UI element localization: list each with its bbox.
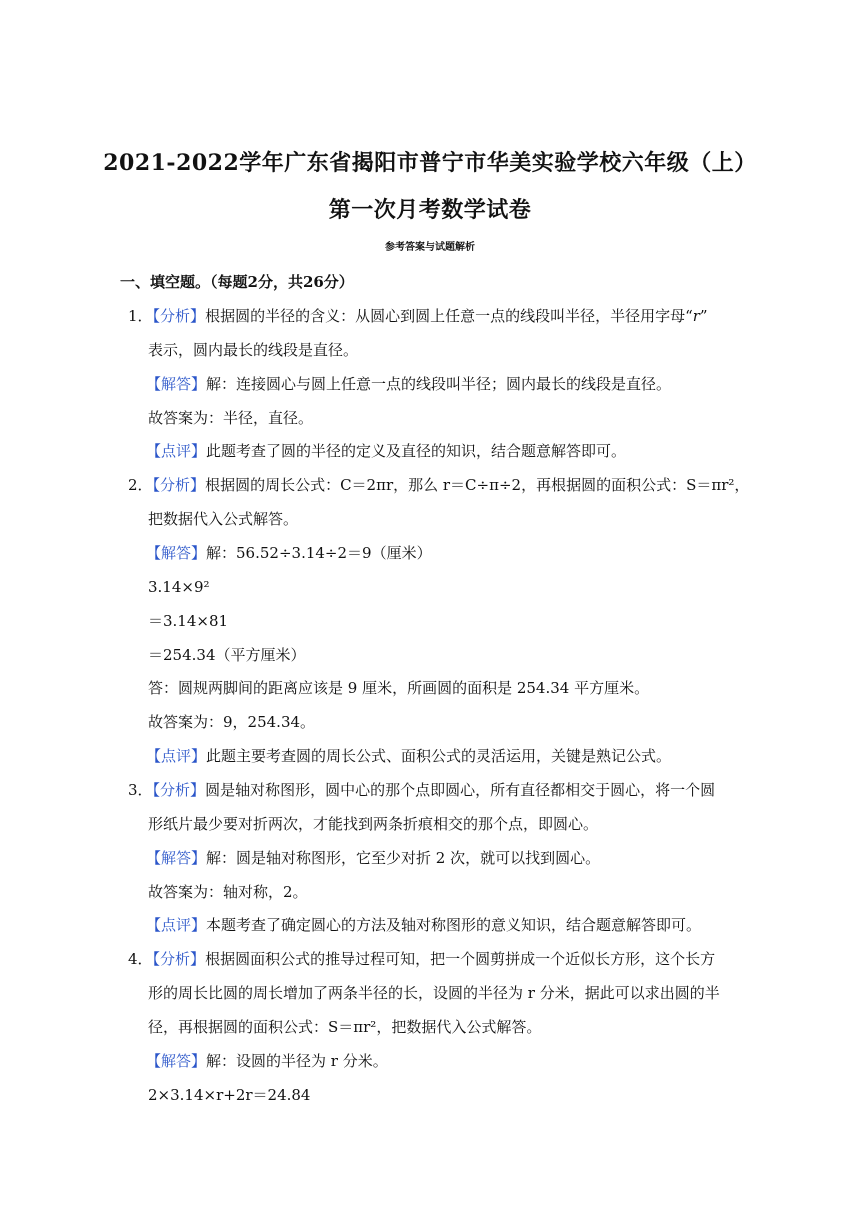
answer-label: 【解答】 — [146, 849, 207, 867]
q2-answer — [146, 543, 432, 563]
q4-answer — [146, 1051, 388, 1071]
q1-r-symbol: r — [692, 307, 700, 325]
comment-label: 【点评】 — [146, 747, 207, 765]
q3-answer-text: 解：圆是轴对称图形，它至少对折 2 次，就可以找到圆心。 — [206, 849, 601, 867]
q3-answer — [146, 848, 600, 868]
analysis-label: 【分析】 — [152, 950, 206, 968]
section-heading: 一、填空题。（每题2分，共26分） — [120, 273, 354, 291]
document-subtitle: 参考答案与试题解析 — [385, 242, 475, 253]
q3-analysis-line-2: 形纸片最少要对折两次，才能找到两条折痕相交的那个点，即圆心。 — [148, 815, 599, 833]
q4-analysis-line-2: 形的周长比圆的周长增加了两条半径的长，设圆的半径为 r 分米，据此可以求出圆的半 — [148, 984, 720, 1002]
q4-number: 4． — [128, 950, 153, 968]
q2-answer-text: 解：56.52÷3.14÷2＝9（厘米） — [206, 544, 432, 562]
analysis-label: 【分析】 — [152, 307, 206, 325]
q2-result: 故答案为：9，254.34。 — [148, 713, 316, 731]
answer-label: 【解答】 — [146, 544, 207, 562]
q1-analysis-quote: ” — [699, 307, 708, 325]
q1-result: 故答案为：半径，直径。 — [148, 409, 314, 427]
q2-reply: 答：圆规两脚间的距离应该是 9 厘米，所画圆的面积是 254.34 平方厘米。 — [148, 679, 650, 697]
document-title-line-2: 第一次月考数学试卷 — [328, 197, 532, 223]
q1-comment-text: 此题考查了圆的半径的定义及直径的知识，结合题意解答即可。 — [206, 442, 627, 460]
answer-label: 【解答】 — [146, 375, 207, 393]
q4-calc-1: 2×3.14×r+2r＝24.84 — [148, 1086, 311, 1104]
q1-number: 1． — [128, 307, 153, 325]
q1-answer-text: 解：连接圆心与圆上任意一点的线段叫半径；圆内最长的线段是直径。 — [206, 375, 672, 393]
q4-analysis-line-3: 径，再根据圆的面积公式：S＝πr²，把数据代入公式解答。 — [148, 1018, 542, 1036]
answer-label: 【解答】 — [146, 1052, 207, 1070]
q2-calc-2: ＝3.14×81 — [148, 612, 229, 630]
q3-comment — [146, 915, 701, 935]
document-title-line-1: 2021-2022学年广东省揭阳市普宁市华美实验学校六年级（上） — [103, 150, 757, 176]
q1-analysis-text: 根据圆的半径的含义：从圆心到圆上任意一点的线段叫半径，半径用字母“ — [205, 307, 693, 325]
q2-analysis-line-2: 把数据代入公式解答。 — [148, 510, 299, 528]
comment-label: 【点评】 — [146, 442, 207, 460]
q1-answer — [146, 374, 671, 394]
q2-calc-1: 3.14×9² — [148, 578, 210, 596]
q2-analysis-line-1 — [128, 475, 749, 495]
q3-comment-text: 本题考查了确定圆心的方法及轴对称图形的意义知识，结合题意解答即可。 — [206, 916, 702, 934]
q1-comment — [146, 441, 626, 461]
q4-answer-text: 解：设圆的半径为 r 分米。 — [206, 1052, 388, 1070]
q1-analysis-line-2: 表示，圆内最长的线段是直径。 — [148, 341, 359, 359]
q2-comment-text: 此题主要考查圆的周长公式、面积公式的灵活运用，关键是熟记公式。 — [206, 747, 672, 765]
q2-analysis-text: 根据圆的周长公式：C＝2πr，那么 r＝C÷π÷2，再根据圆的面积公式：S＝πr²， — [205, 476, 750, 494]
q3-analysis-text: 圆是轴对称图形，圆中心的那个点即圆心，所有直径都相交于圆心，将一个圆 — [205, 781, 716, 799]
comment-label: 【点评】 — [146, 916, 207, 934]
q3-result: 故答案为：轴对称，2。 — [148, 883, 308, 901]
q1-analysis-line-1 — [128, 306, 708, 326]
q2-calc-3: ＝254.34（平方厘米） — [148, 646, 306, 664]
analysis-label: 【分析】 — [152, 781, 206, 799]
q3-analysis-line-1 — [128, 780, 715, 800]
q2-comment — [146, 746, 671, 766]
analysis-label: 【分析】 — [152, 476, 206, 494]
q4-analysis-text: 根据圆面积公式的推导过程可知，把一个圆剪拼成一个近似长方形，这个长方 — [205, 950, 716, 968]
q4-analysis-line-1 — [128, 949, 715, 969]
q3-number: 3． — [128, 781, 153, 799]
q2-number: 2． — [128, 476, 153, 494]
